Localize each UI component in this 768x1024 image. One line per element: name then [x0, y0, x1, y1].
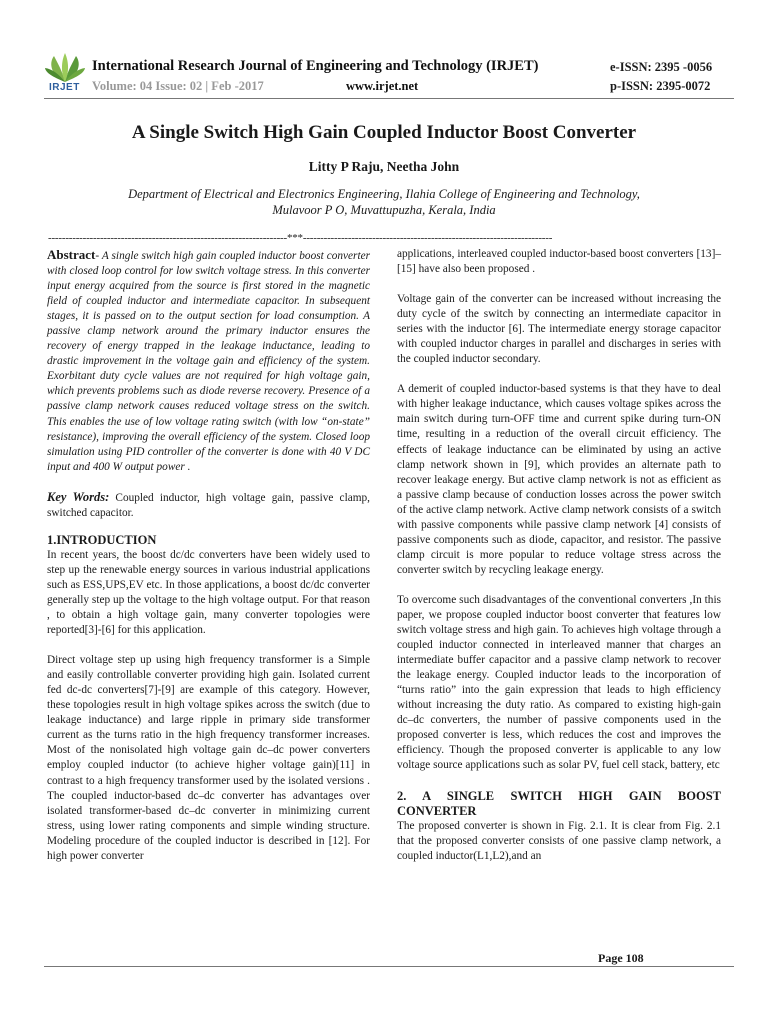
keywords-label: Key Words: — [47, 489, 110, 504]
abstract-label: Abstract — [47, 247, 96, 262]
affiliation-line-2: Mulavoor P O, Muvattupuzha, Kerala, India — [272, 203, 496, 217]
intro-paragraph-2: Direct voltage step up using high frequency transformer is a Simple and easily controllable converter providing high gain. Isolated current fed dc-dc converters[7]-[9] are example of this category. However, these topologies result in high voltage spikes across the switch (due to leakage inductance) and large ripple in primary side transformer current as the turns ratio in the high frequency transformer increases. Most of the nonisolated high voltage gain dc–dc power converters employ coupled inductor (to achieve higher voltage gain)[11] in contrast to a high frequency transformer used by the isolated versions . The coupled inductor-based dc–dc converter has advantages over isolated transformer-based dc–dc converter in minimizing current stress, using lower rating components and simple winding structure. Modeling procedure of the coupled inductor is described in [12]. For high power converter — [47, 654, 370, 862]
right-paragraph-2: A demerit of coupled inductor-based systems is that they have to deal with higher leakage inductance, which causes voltage spikes across the main switch during turn-OFF time and current spike during turn-ON time, resulting in a reduction of the overall circuit efficiency. The effects of leakage inductance can be eliminated by using an active clamp network shown in [9], which provides an alternate path to recover leakage energy. But active clamp network is not as efficient as a passive clamp because of conduction losses across the power switch of the active clamp network. Active clamp network consists of a switch with passive components while passive clamp network [4] consists of passive components such as diode, capacitor, and resistor. The passive clamp circuit is more popular to reduce voltage stress across the converter switch by recycling leakage energy. — [397, 383, 721, 576]
right-paragraph-1: Voltage gain of the converter can be increased without increasing the duty cycle of the switch by connecting an intermediate capacitor in series with the inductor [6]. The intermediate energy storage capacitor with coupled inductor charges in parallel and discharges in series with the coupled inductor secondary. — [397, 293, 721, 366]
logo-text: IRJET — [49, 82, 80, 93]
paper-authors: Litty P Raju, Neetha John — [308, 159, 460, 174]
section-2-heading: 2. A SINGLE SWITCH HIGH GAIN BOOST CONVERTER — [397, 788, 721, 818]
footer-rule — [44, 966, 734, 967]
right-paragraph-4: The proposed converter is shown in Fig. 2.1. It is clear from Fig. 2.1 that the proposed converter consists of one passive clamp network, a coupled inductor(L1,L2),and an — [397, 819, 721, 862]
intro-heading: 1.INTRODUCTION — [47, 532, 157, 547]
keywords — [47, 490, 370, 521]
leaf-logo-icon — [44, 52, 86, 84]
paper-affiliation — [60, 186, 708, 218]
page-number: Page 108 — [598, 951, 644, 965]
paper-title: A Single Switch High Gain Coupled Inductor Boost Converter — [131, 122, 637, 143]
volume-info: Volume: 04 Issue: 02 | Feb -2017 — [92, 79, 264, 93]
pissn: p-ISSN: 2395-0072 — [610, 79, 711, 93]
abstract — [47, 247, 370, 475]
left-column — [47, 247, 370, 864]
affiliation-line-1: Department of Electrical and Electronics Engineering, Ilahia College of Engineering and Technology, — [128, 187, 640, 201]
right-paragraph-0: applications, interleaved coupled inductor-based boost converters [13]–[15] have also been proposed . — [397, 248, 721, 276]
section-divider: ---------------------------------------------------------------------***------------------------------------------------------------------------ — [48, 233, 553, 243]
header-rule — [44, 98, 734, 99]
journal-header — [44, 52, 734, 102]
abstract-text: - A single switch high gain coupled inductor boost converter with closed loop control for low switch voltage stress. In this converter input energy acquired from the source is first stored in the magnetic field of coupled inductor and intermediate capacitor. In subsequent stages, it is passed on to the output section for load consumption. A passive clamp network around the primary inductor ensures the recovery of energy trapped in the leakage inductance, leading to drastic improvement in the voltage gain and efficiency of the system. Exorbitant duty cycle values are not required for high voltage gain, which prevents problems such as diode reverse recovery. Presence of a passive clamp network causes reduced voltage stress on the switch. This enables the use of low voltage rating switch (with low “on-state” resistance), improving the overall efficiency of the system. Closed loop simulation using PID controller of the converter is done with 40 V DC input and 400 W output power . — [47, 250, 370, 473]
right-column — [397, 247, 721, 864]
journal-website: www.irjet.net — [346, 79, 419, 93]
right-paragraph-3: To overcome such disadvantages of the conventional converters ,In this paper, we propose coupled inductor boost converter that features low switch voltage stress and high gain. To achieves high voltage through a coupled inductor connected in interleaved manner that charges an intermediate buffer capacitor and a passive clamp network to recover the leakage energy. Coupled inductor leads to the incorporation of “turns ratio” into the gain expression that leads to high efficiency without increasing the duty ratio. As compared to existing high-gain dc–dc converters, the number of passive components used in the proposed converter is less, which reduces the cost and improves the efficiency. Though the proposed converter is applicable to any low voltage source applications such as solar PV, fuel cell stack, battery, etc — [397, 593, 721, 772]
irjet-logo — [44, 52, 86, 98]
journal-name: International Research Journal of Engineering and Technology (IRJET) — [92, 58, 539, 74]
eissn: e-ISSN: 2395 -0056 — [610, 60, 713, 74]
keywords-text: Coupled inductor, high voltage gain, passive clamp, switched capacitor. — [47, 491, 370, 519]
intro-paragraph-1: In recent years, the boost dc/dc converters have been widely used to step up the renewable energy sources in various industrial applications such as ESS,UPS,EV etc. In those applications, a boost dc/dc converter generally step up the voltage to the high voltage output. For that reason , to obtain a high voltage gain, many converter topologies were reported[3]-[6] for this application. — [47, 548, 370, 637]
